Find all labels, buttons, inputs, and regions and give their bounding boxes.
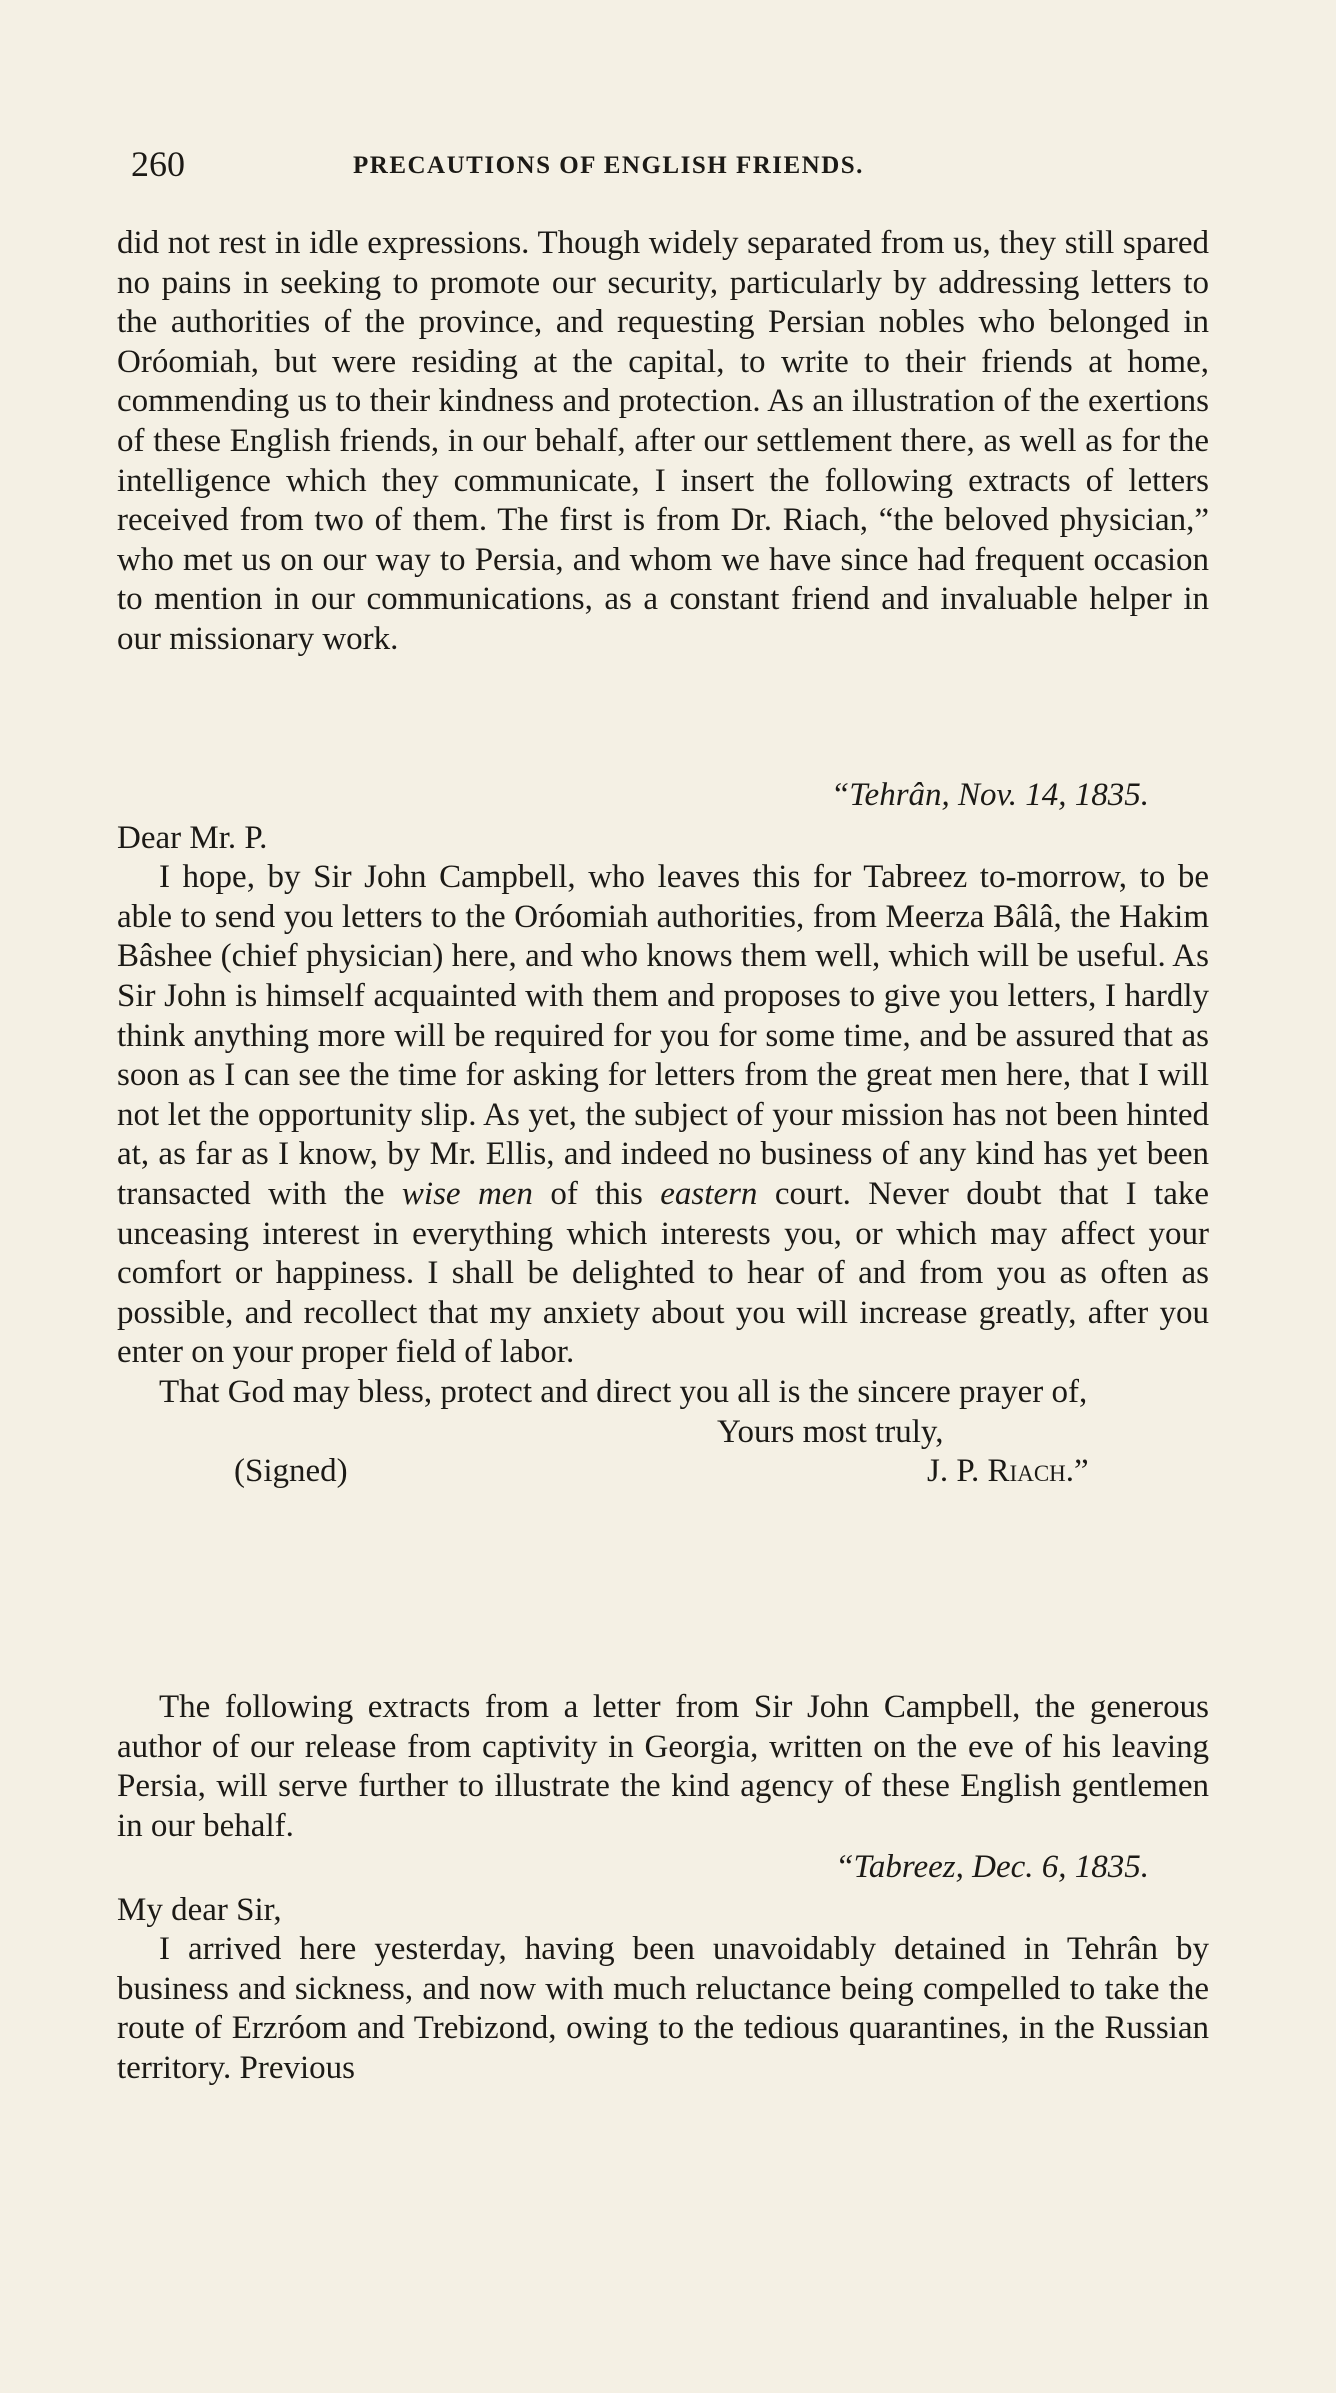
letter-1-closing: Yours most truly, — [717, 1413, 944, 1450]
letter-1-italic-wise-men: wise men — [401, 1175, 533, 1212]
letter-1-italic-eastern: eastern — [660, 1175, 758, 1212]
letter-1-dateline-text: “Tehrân, Nov. 14, 1835. — [830, 777, 1149, 813]
paragraph-2 — [117, 1688, 1209, 1846]
letter-1-signature: J. P. Riach.” — [927, 1453, 1089, 1490]
letter-1-body-part-2: of this — [550, 1175, 643, 1212]
letter-riach — [117, 776, 1209, 1492]
letter-1-signed: (Signed) — [234, 1453, 348, 1490]
letter-1-dateline — [117, 776, 1209, 816]
paragraph-1-text: did not rest in idle expressions. Though widely separated from us, they still spared no pains in seeking to promote our security, particularly by addressing letters to the authorities of the province, and requesting Persian nobles who belonged in Oróomiah, but were residing at the capital, to write to their friends at home, commending us to their kindness and protection. As an illustration of the exertions of these English friends, in our behalf, after our settlement there, as well as for the intelligence which they communicate, I insert the following extracts of letters received from two of them. The first is from Dr. Riach, “the beloved physician,” who met us on our way to Persia, and whom we have since had frequent occasion to mention in our communications, as a constant friend and invaluable helper in our missionary work. — [117, 225, 1209, 657]
letter-1-signature-line — [117, 1452, 1209, 1492]
page-header — [131, 142, 1181, 186]
letter-1-body-part-3: court. Never doubt that I take unceasing interest in everything which interests you, or which may affect your comfort or happiness. I shall be delighted to hear of and from you as often as possible, and recollect that my anxiety about you will increase greatly, after you enter on your proper field of labor. — [117, 1175, 1210, 1371]
page-number: 260 — [131, 144, 185, 184]
paragraph-1 — [117, 224, 1209, 660]
letter-2-body: I arrived here yesterday, having been unavoidably detained in Tehrân by business and sickness, and now with much reluctance being compelled to take the route of Erzróom and Trebizond, owing to the tedious quarantines, in the Russian territory. Previous — [117, 1931, 1209, 2086]
letter-2-dateline — [117, 1848, 1209, 1888]
letter-2-salutation: My dear Sir, — [117, 1891, 282, 1928]
running-head: PRECAUTIONS OF ENGLISH FRIENDS. — [353, 152, 864, 179]
paragraph-2-text: The following extracts from a letter from Sir John Campbell, the generous author of our release from captivity in Georgia, written on the eve of his leaving Persia, will serve further to illustrate the kind agency of these English gentlemen in our behalf. — [117, 1689, 1209, 1844]
letter-campbell — [117, 1848, 1209, 2089]
letter-1-body — [117, 858, 1209, 1373]
letter-2-dateline-text: “Tabreez, Dec. 6, 1835. — [835, 1849, 1149, 1885]
letter-1-salutation: Dear Mr. P. — [117, 819, 268, 856]
letter-1-body-part-1: I hope, by Sir John Campbell, who leaves this for Tabreez to-morrow, to be able to send you letters to the Oróomiah authorities, from Meerza Bâlâ, the Hakim Bâshee (chief physician) here, and who knows them well, which will be useful. As Sir John is himself acquainted with them and proposes to give you letters, I hardly think anything more will be required for you for some time, and be assured that as soon as I can see the time for asking for letters from the great men here, that I will not let the opportunity slip. As yet, the subject of your mission has not been hinted at, as far as I know, by Mr. Ellis, and indeed no business of any kind has yet been transacted with the — [117, 859, 1209, 1212]
letter-1-prayer: That God may bless, protect and direct you all is the sincere prayer of, — [159, 1373, 1088, 1410]
